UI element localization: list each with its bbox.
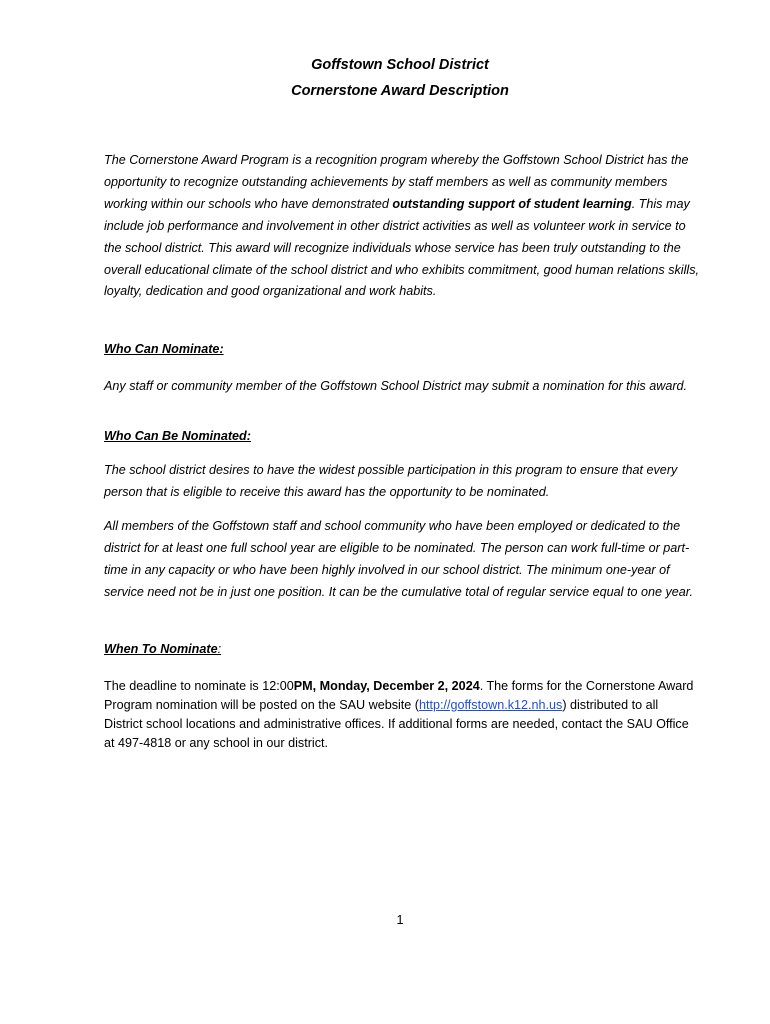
deadline-date: PM, Monday, December 2, 2024 — [293, 679, 480, 693]
sau-website-link[interactable]: http://goffstown.k12.nh.us — [419, 698, 563, 712]
who-can-nominate-heading: Who Can Nominate: — [104, 342, 224, 356]
eligibility-paragraph-1: The school district desires to have the widest possible participation in this program to ensure that every person that is eligible to receive this award has the opportunity to be nominated. — [104, 463, 678, 499]
intro-text-part2: . This may include job performance and involvement in other district activities as well as volunteer work in service to the school district. This award will recognize individuals whose service has been truly outstanding to the overall educational climate of the school district and who exhibits commitment, good human relations skills, loyalty, dedication and good organizational and work habits. — [104, 196, 699, 299]
deadline-prefix: The deadline to nominate is 12:00 — [104, 679, 294, 693]
when-to-nominate-heading-text: When To Nominate — [104, 642, 218, 656]
heading-colon: : — [217, 642, 222, 656]
when-to-nominate-heading — [104, 641, 221, 657]
page-number: 1 — [396, 913, 404, 927]
who-can-be-nominated-heading: Who Can Be Nominated: — [104, 429, 251, 443]
who-can-nominate-text: Any staff or community member of the Goffstown School District may submit a nomination for this award. — [104, 379, 688, 393]
deadline-paragraph — [104, 677, 700, 753]
intro-paragraph — [104, 150, 700, 303]
deadline-after-link: ) distributed to all District school locations and administrative offices. If additional forms are needed, contact the SAU Office at 497-4818 or any school in our district. — [104, 698, 689, 750]
document-subtitle: Cornerstone Award Description — [291, 83, 509, 99]
deadline-suffix: . The forms for the Cornerstone Award Program nomination will be posted on the SAU website ( — [104, 679, 694, 712]
eligibility-paragraph-2: All members of the Goffstown staff and school community who have been employed or dedicated to the district for at least one full school year are eligible to be nominated. The person can work full-time or part-time in any capacity or who have been highly involved in our school district. The minimum one-year of service need not be in just one position. It can be the cumulative total of regular service equal to one year. — [104, 519, 693, 599]
intro-text-part1: The Cornerstone Award Program is a recognition program whereby the Goffstown School District has the opportunity to recognize outstanding achievements by staff members as well as community members working within our schools who have demonstrated — [104, 153, 689, 211]
document-title: Goffstown School District — [311, 57, 489, 73]
intro-bold-phrase: outstanding support of student learning — [392, 196, 632, 211]
